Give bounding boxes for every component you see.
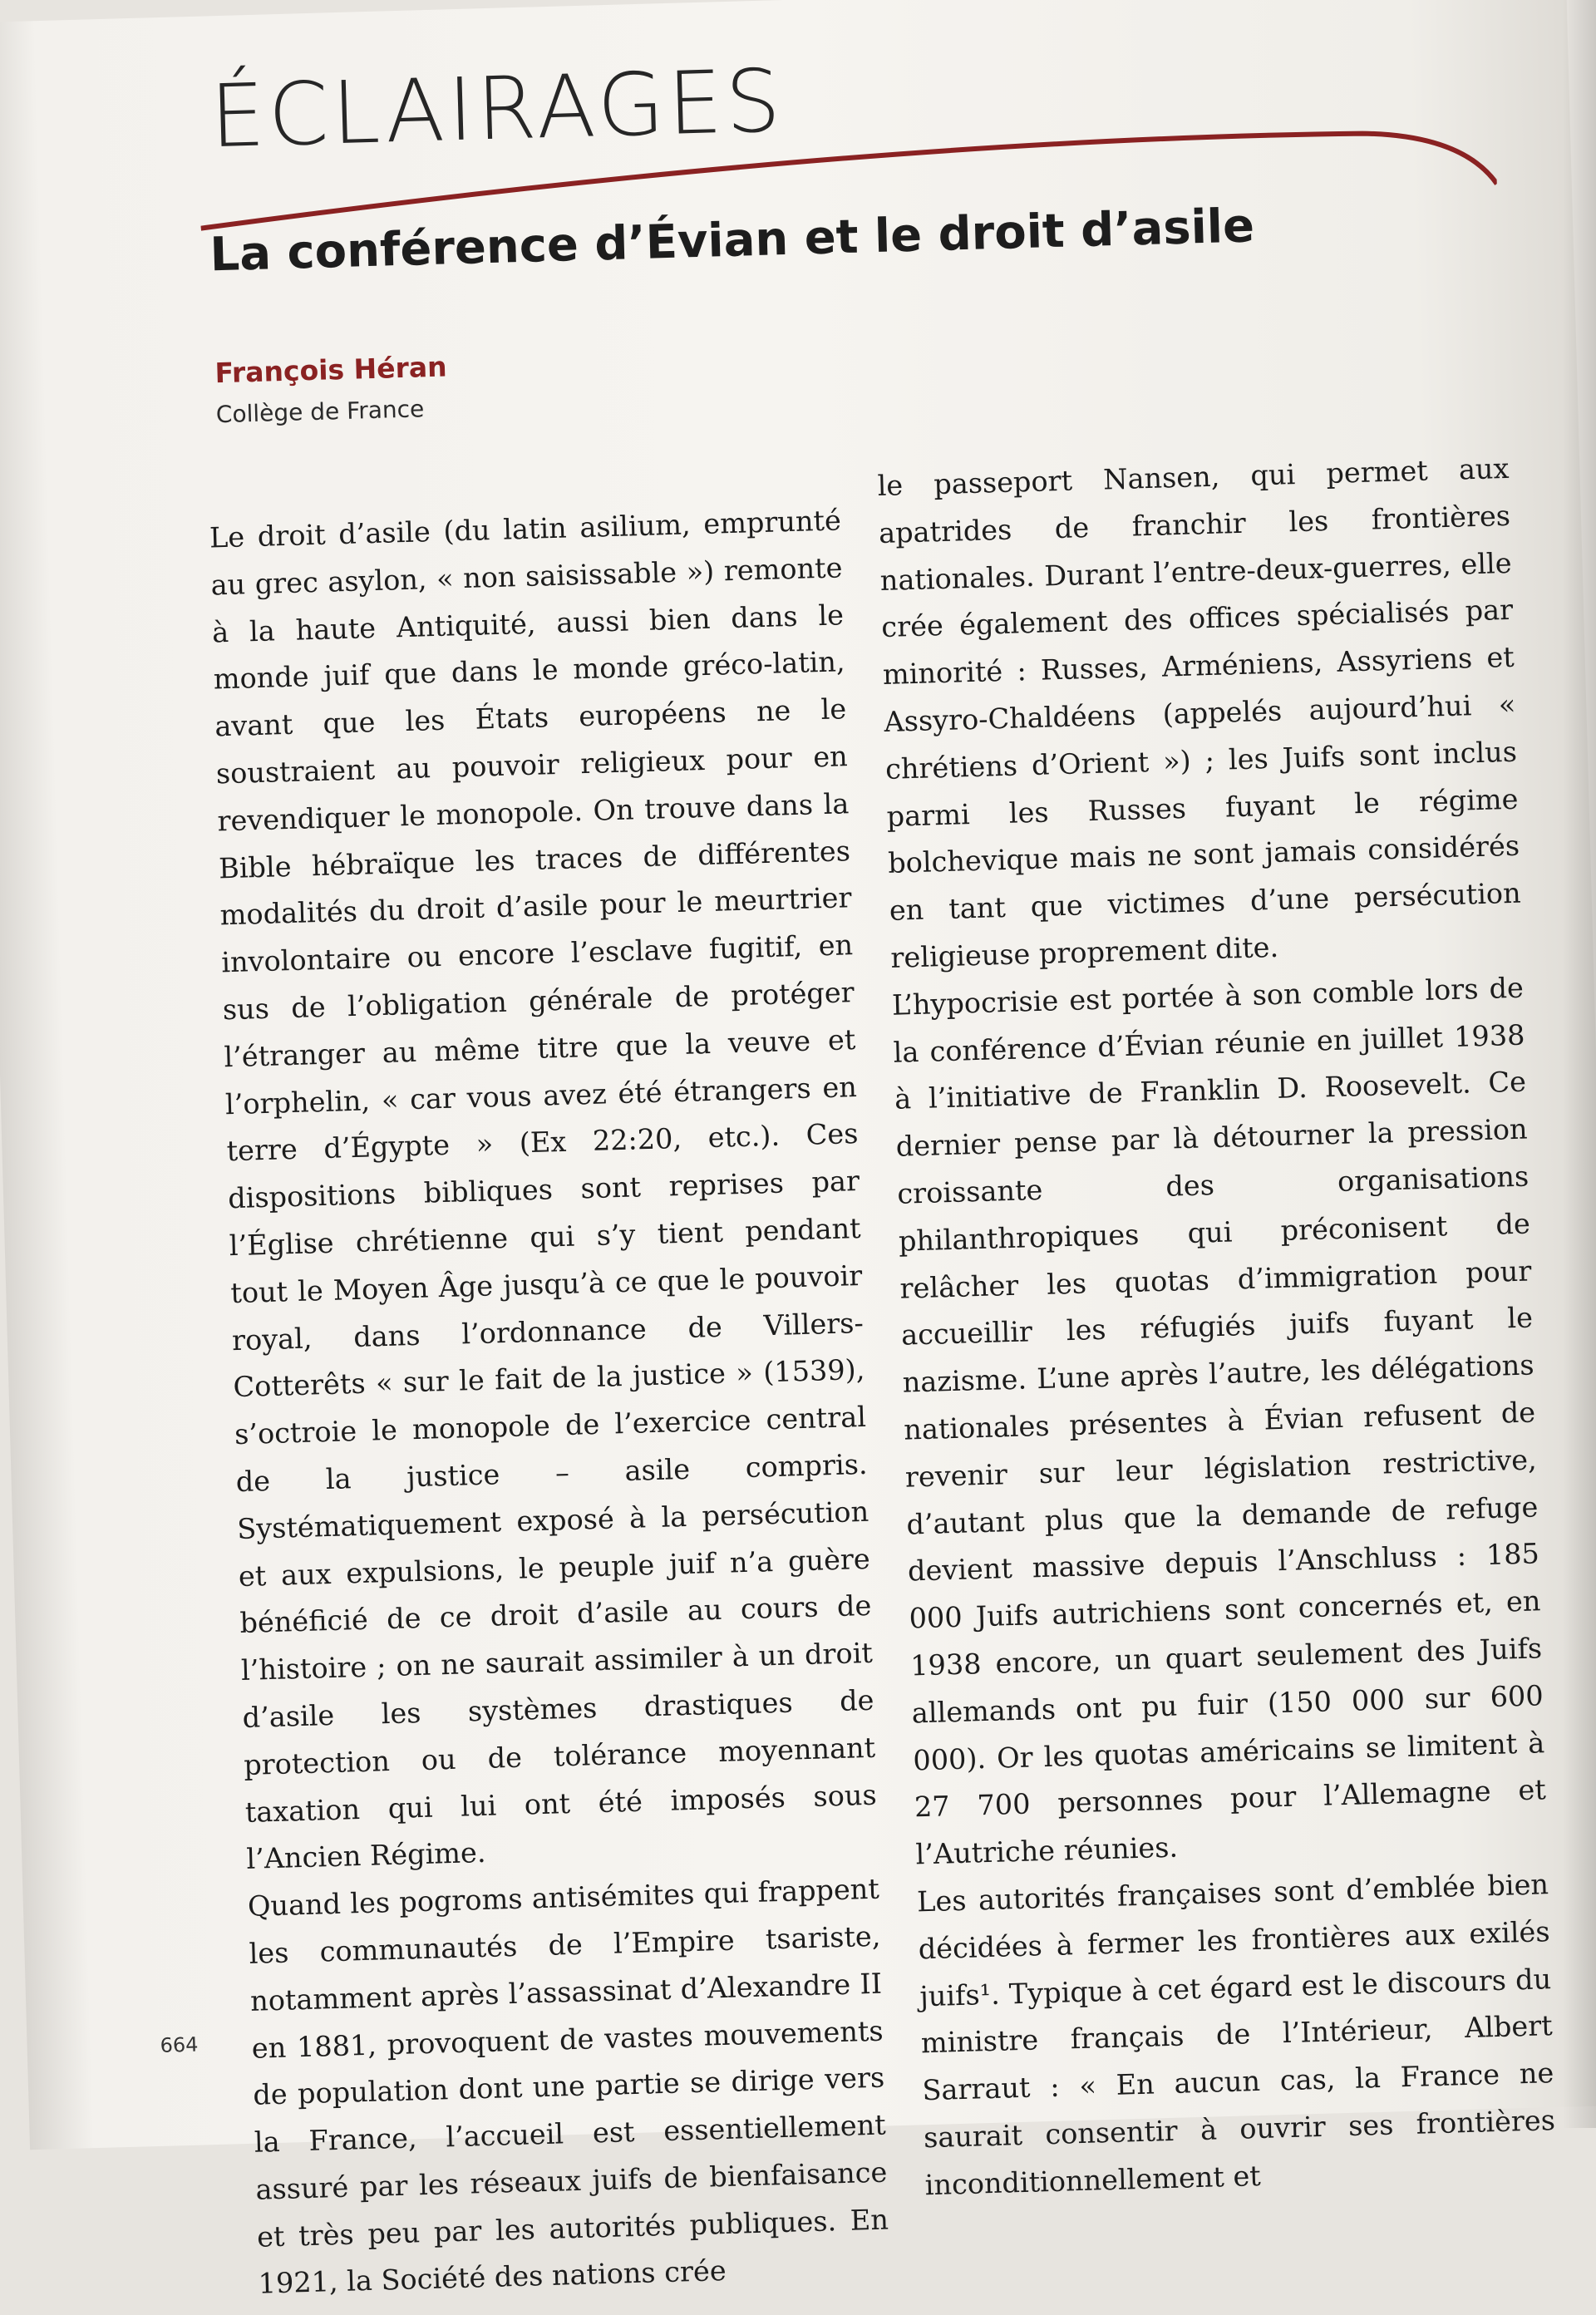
section-heading: ÉCLAIRAGES	[209, 50, 786, 168]
text-column-right	[877, 446, 1557, 2209]
paragraph: le passeport Nansen, qui permet aux apatrides de franchir les frontières nationales. Durant l’entre-deux-guerres, elle crée également des offices spécialisés par minorité : Russes, Arméniens, Assyriens et Assyro-Chaldéens (appelés aujourd’hui « chrétiens d’Orient ») ; les Juifs sont inclus parmi les Russes fuyant le régime bolchevique mais ne sont jamais considérés en tant que victimes d’une persécution religieuse proprement dite.	[877, 451, 1522, 974]
paragraph: Le droit d’asile (du latin asilium, emprunté au grec asylon, « non saisissable ») remonte à la haute Antiquité, aussi bien dans le monde juif que dans le monde gréco-latin, avant que les États européens ne le soustraient au pouvoir religieux pour en revendiquer le monopole. On trouve dans la Bible hébraïque les traces de différentes modalités du droit d’asile pour le meurtrier involontaire ou encore l’esclave fugitif, en sus de l’obligation générale de protéger l’étranger au même titre que la veuve et l’orphelin, « car vous avez été étrangers en terre d’Égypte » (Ex 22:20, etc.). Ces dispositions bibliques sont reprises par l’Église chrétienne qui s’y tient pendant tout le Moyen Âge jusqu’à ce que le pouvoir royal, dans l’ordonnance de Villers-Cotterêts « sur le fait de la justice » (1539), s’octroie le monopole de l’exercice central de la justice – asile compris. Systématiquement exposé à la persécution et aux expulsions, le peuple juif n’a guère bénéficié de ce droit d’asile au cours de l’histoire ; on ne saurait assimiler à un droit d’asile les systèmes drastiques de protection ou de tolérance moyennant taxation qui lui ont été imposés sous l’Ancien Régime.	[209, 504, 878, 1876]
paragraph: L’hypocrisie est portée à son comble lors de la conférence d’Évian réunie en juillet 1938 à l’initiative de Franklin D. Roosevelt. Ce dernier pense par là détourner la pression croissante des organisations philanthropiques qui préconisent de relâcher les quotas d’immigration pour accueillir les réfugiés juifs fuyant le nazisme. L’une après l’autre, les délégations nationales présentes à Évian refusent de revenir sur leur législation restrictive, d’autant plus que la demande de refuge devient massive depuis l’Anschluss : 185 000 Juifs autrichiens sont concernés et, en 1938 encore, un quart seulement des Juifs allemands ont pu fuir (150 000 sur 600 000). Or les quotas américains se limitent à 27 700 personnes pour l’Allemagne et l’Autriche réunies.	[891, 971, 1547, 1871]
paragraph: Quand les pogroms antisémites qui frappent les communautés de l’Empire tsariste, notamment après l’assassinat d’Alexandre II en 1881, provoquent de vastes mouvements de population dont une partie se dirige vers la France, l’accueil est essentiellement assuré par les réseaux juifs de bienfaisance et très peu par les autorités publiques. En 1921, la Société des nations crée	[247, 1872, 889, 2301]
author-affiliation: Collège de France	[215, 395, 425, 429]
article-title: La conférence d’Évian et le droit d’asile	[209, 199, 1255, 283]
author-name: François Héran	[214, 350, 448, 390]
paragraph: Les autorités françaises sont d’emblée bien décidées à fermer les frontières aux exilés juifs¹. Typique à cet égard est le discours du ministre français de l’Intérieur, Albert Sarraut : « En aucun cas, la France ne saurait consentir à ouvrir ses frontières inconditionnellement et	[916, 1868, 1556, 2201]
page-number: 664	[160, 2032, 199, 2057]
text-column-left	[209, 497, 890, 2308]
page-edge-shadow	[1563, 0, 1596, 2128]
